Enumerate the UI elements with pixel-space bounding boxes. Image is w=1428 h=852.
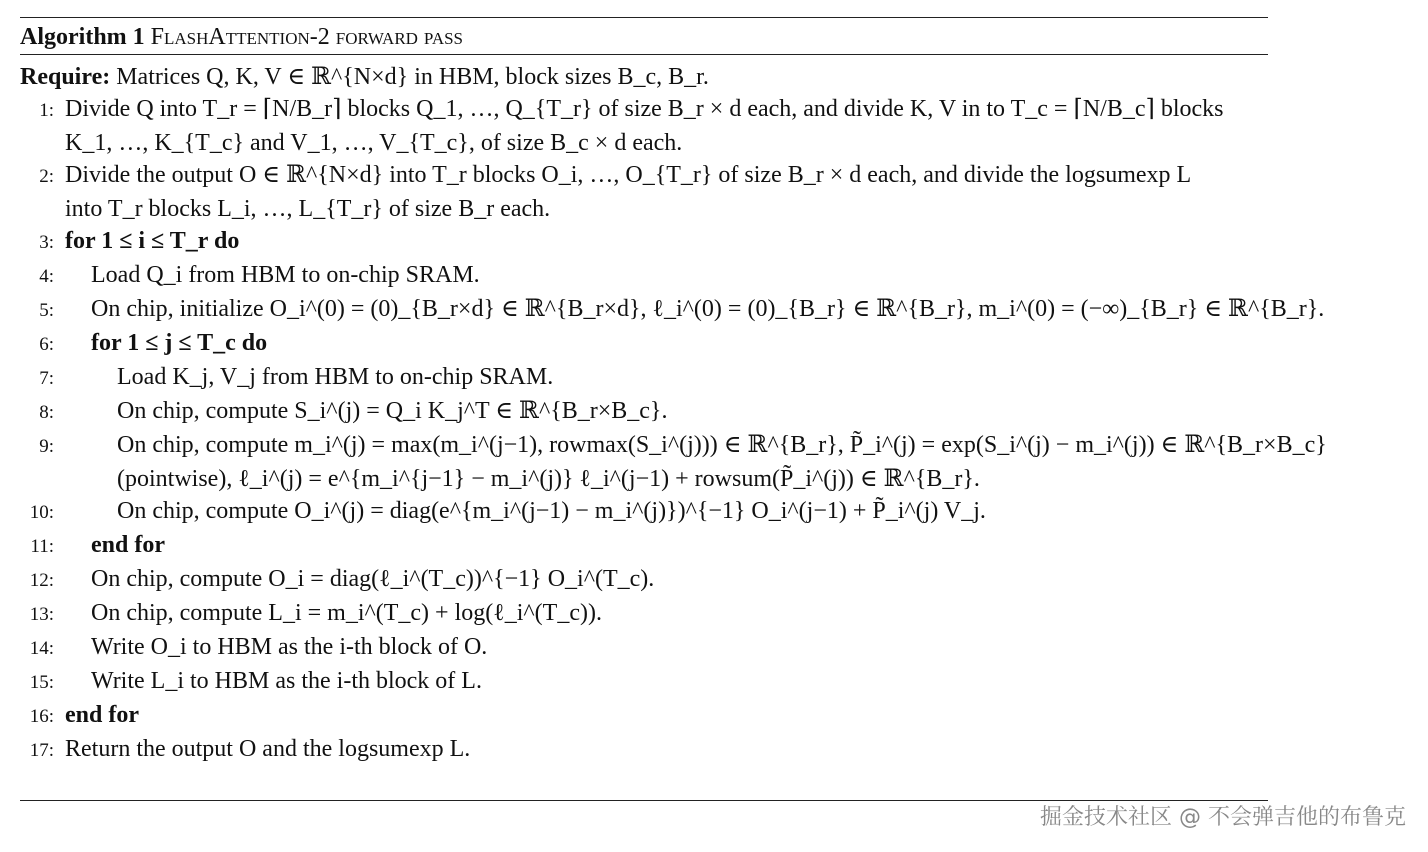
step-number: 2: [39,166,54,187]
algorithm-body [20,55,1327,767]
step-line [20,225,1268,259]
step-number: 17: [29,740,54,761]
step-number: 4: [39,266,54,287]
algorithm-header [20,18,1268,54]
step-text: K_1, …, K_{T_c} and V_1, …, V_{T_c}, of size B_c × d each. [65,130,683,156]
step-line [20,395,1268,429]
step-text: for 1 ≤ j ≤ T_c do [91,330,268,356]
step-number: 5: [39,300,54,321]
step-line [20,429,1327,463]
step-text: On chip, compute O_i = diag(ℓ_i^(T_c))^{−1} O_i^(T_c). [91,566,655,592]
step-text: end for [65,702,139,728]
step-text: On chip, compute L_i = m_i^(T_c) + log(ℓ_i^(T_c)). [91,600,602,626]
step-number: 7: [39,368,54,389]
step-number: 15: [29,672,54,693]
step-text: for 1 ≤ i ≤ T_r do [65,228,240,254]
require-line [20,61,1268,93]
algorithm-block [20,17,1327,767]
step-text: Write O_i to HBM as the i-th block of O. [91,634,488,660]
step-text: On chip, compute S_i^(j) = Q_i K_j^T ∈ ℝ^{B_r×B_c}. [117,398,668,424]
step-text: Load K_j, V_j from HBM to on-chip SRAM. [117,364,554,390]
step-line [20,93,1268,127]
step-line [20,665,1268,699]
step-line [20,733,1268,767]
step-number: 16: [29,706,54,727]
step-text: Write L_i to HBM as the i-th block of L. [91,668,482,694]
step-text: into T_r blocks L_i, …, L_{T_r} of size B_r each. [65,196,551,222]
step-line [20,699,1268,733]
step-number: 13: [29,604,54,625]
step-text: Return the output O and the logsumexp L. [65,736,471,762]
step-continuation [20,127,1268,159]
step-line [20,159,1268,193]
step-number: 10: [29,502,54,523]
step-text: Load Q_i from HBM to on-chip SRAM. [91,262,480,288]
step-number: 6: [39,334,54,355]
step-line [20,259,1268,293]
step-line [20,597,1268,631]
step-continuation [20,193,1268,225]
step-text: On chip, initialize O_i^(0) = (0)_{B_r×d} ∈ ℝ^{B_r×d}, ℓ_i^(0) = (0)_{B_r} ∈ ℝ^{B_r}, m_i^(0) = (−∞)_{B_r} ∈ ℝ^{B_r}. [91,296,1325,322]
step-text: On chip, compute m_i^(j) = max(m_i^(j−1), rowmax(S_i^(j))) ∈ ℝ^{B_r}, P̃_i^(j) = exp(S_i^(j) − m_i^(j)) ∈ ℝ^{B_r×B_c} [117,432,1327,458]
step-text: (pointwise), ℓ_i^(j) = e^{m_i^{j−1} − m_i^(j)} ℓ_i^(j−1) + rowsum(P̃_i^(j)) ∈ ℝ^{B_r}. [117,466,980,492]
step-number: 8: [39,402,54,423]
step-line [20,361,1268,395]
step-text: Divide the output O ∈ ℝ^{N×d} into T_r blocks O_i, …, O_{T_r} of size B_r × d each, and divide the logsumexp L [65,162,1192,188]
step-number: 1: [39,100,54,121]
watermark: 掘金技术社区 @ 不会弹吉他的布鲁克 [1040,805,1406,830]
require-keyword: Require: [20,64,111,90]
step-number: 3: [39,232,54,253]
step-line [20,293,1325,327]
step-number: 12: [29,570,54,591]
step-line [20,529,1268,563]
algorithm-title: FlashAttention-2 forward pass [150,24,464,50]
step-text: On chip, compute O_i^(j) = diag(e^{m_i^(j−1) − m_i^(j)})^{−1} O_i^(j−1) + P̃_i^(j) V_j. [117,498,986,524]
step-number: 9: [39,436,54,457]
step-line [20,563,1268,597]
step-continuation [20,463,1268,495]
step-text: Divide Q into T_r = ⌈N/B_r⌉ blocks Q_1, …, Q_{T_r} of size B_r × d each, and divide K, V in to T_c = ⌈N/B_c⌉ blocks [65,96,1224,122]
step-number: 14: [29,638,54,659]
step-line [20,327,1268,361]
step-text: end for [91,532,165,558]
step-line [20,631,1268,665]
step-number: 11: [30,536,54,557]
algorithm-label: Algorithm 1 [20,24,145,50]
step-line [20,495,1268,529]
require-text: Matrices Q, K, V ∈ ℝ^{N×d} in HBM, block sizes B_c, B_r. [116,64,709,90]
